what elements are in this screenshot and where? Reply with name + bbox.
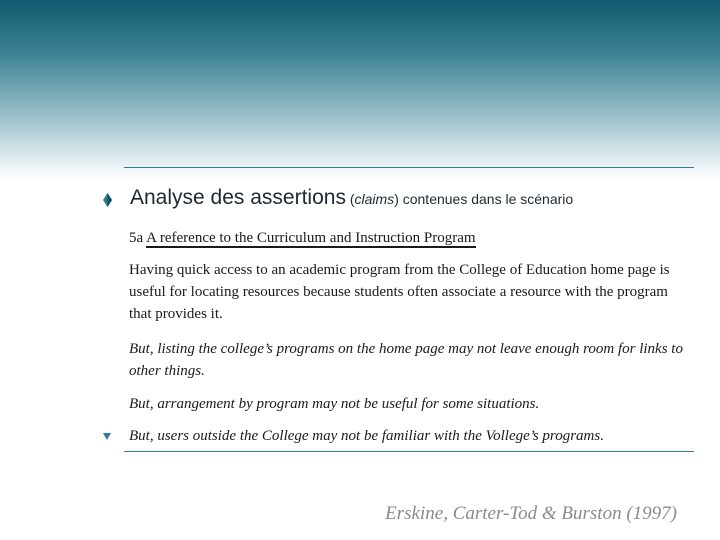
- header-gradient-band: [0, 0, 720, 180]
- bottom-divider: [124, 451, 694, 452]
- citation: Erskine, Carter-Tod & Burston (1997): [385, 503, 677, 524]
- counter-claim-3: But, users outside the College may not be familiar with the Vollege’s programs.: [129, 428, 604, 444]
- title-subtitle: (claims) contenues dans le scénario: [345, 191, 574, 207]
- down-arrow-bullet-icon: [103, 433, 111, 440]
- counter-claim-1: But, listing the college’s programs on the home page may not leave enough room for links to other things.: [129, 341, 683, 379]
- item-reference: A reference to the Curriculum and Instruction Program: [146, 230, 476, 246]
- slide-title: [130, 186, 573, 210]
- top-divider: [124, 167, 694, 168]
- claim-paragraph: Having quick access to an academic program from the College of Education home page is useful for locating resources because students often associate a resource with the program that provides it.: [129, 262, 670, 322]
- title-main: Analyse des assertions: [130, 186, 346, 209]
- item-heading: [129, 227, 689, 249]
- item-number: 5a: [129, 230, 144, 246]
- title-claims-term: claims: [354, 191, 395, 207]
- counter-claim-2: But, arrangement by program may not be useful for some situations.: [129, 396, 540, 412]
- diamond-bullet-icon: [103, 193, 112, 207]
